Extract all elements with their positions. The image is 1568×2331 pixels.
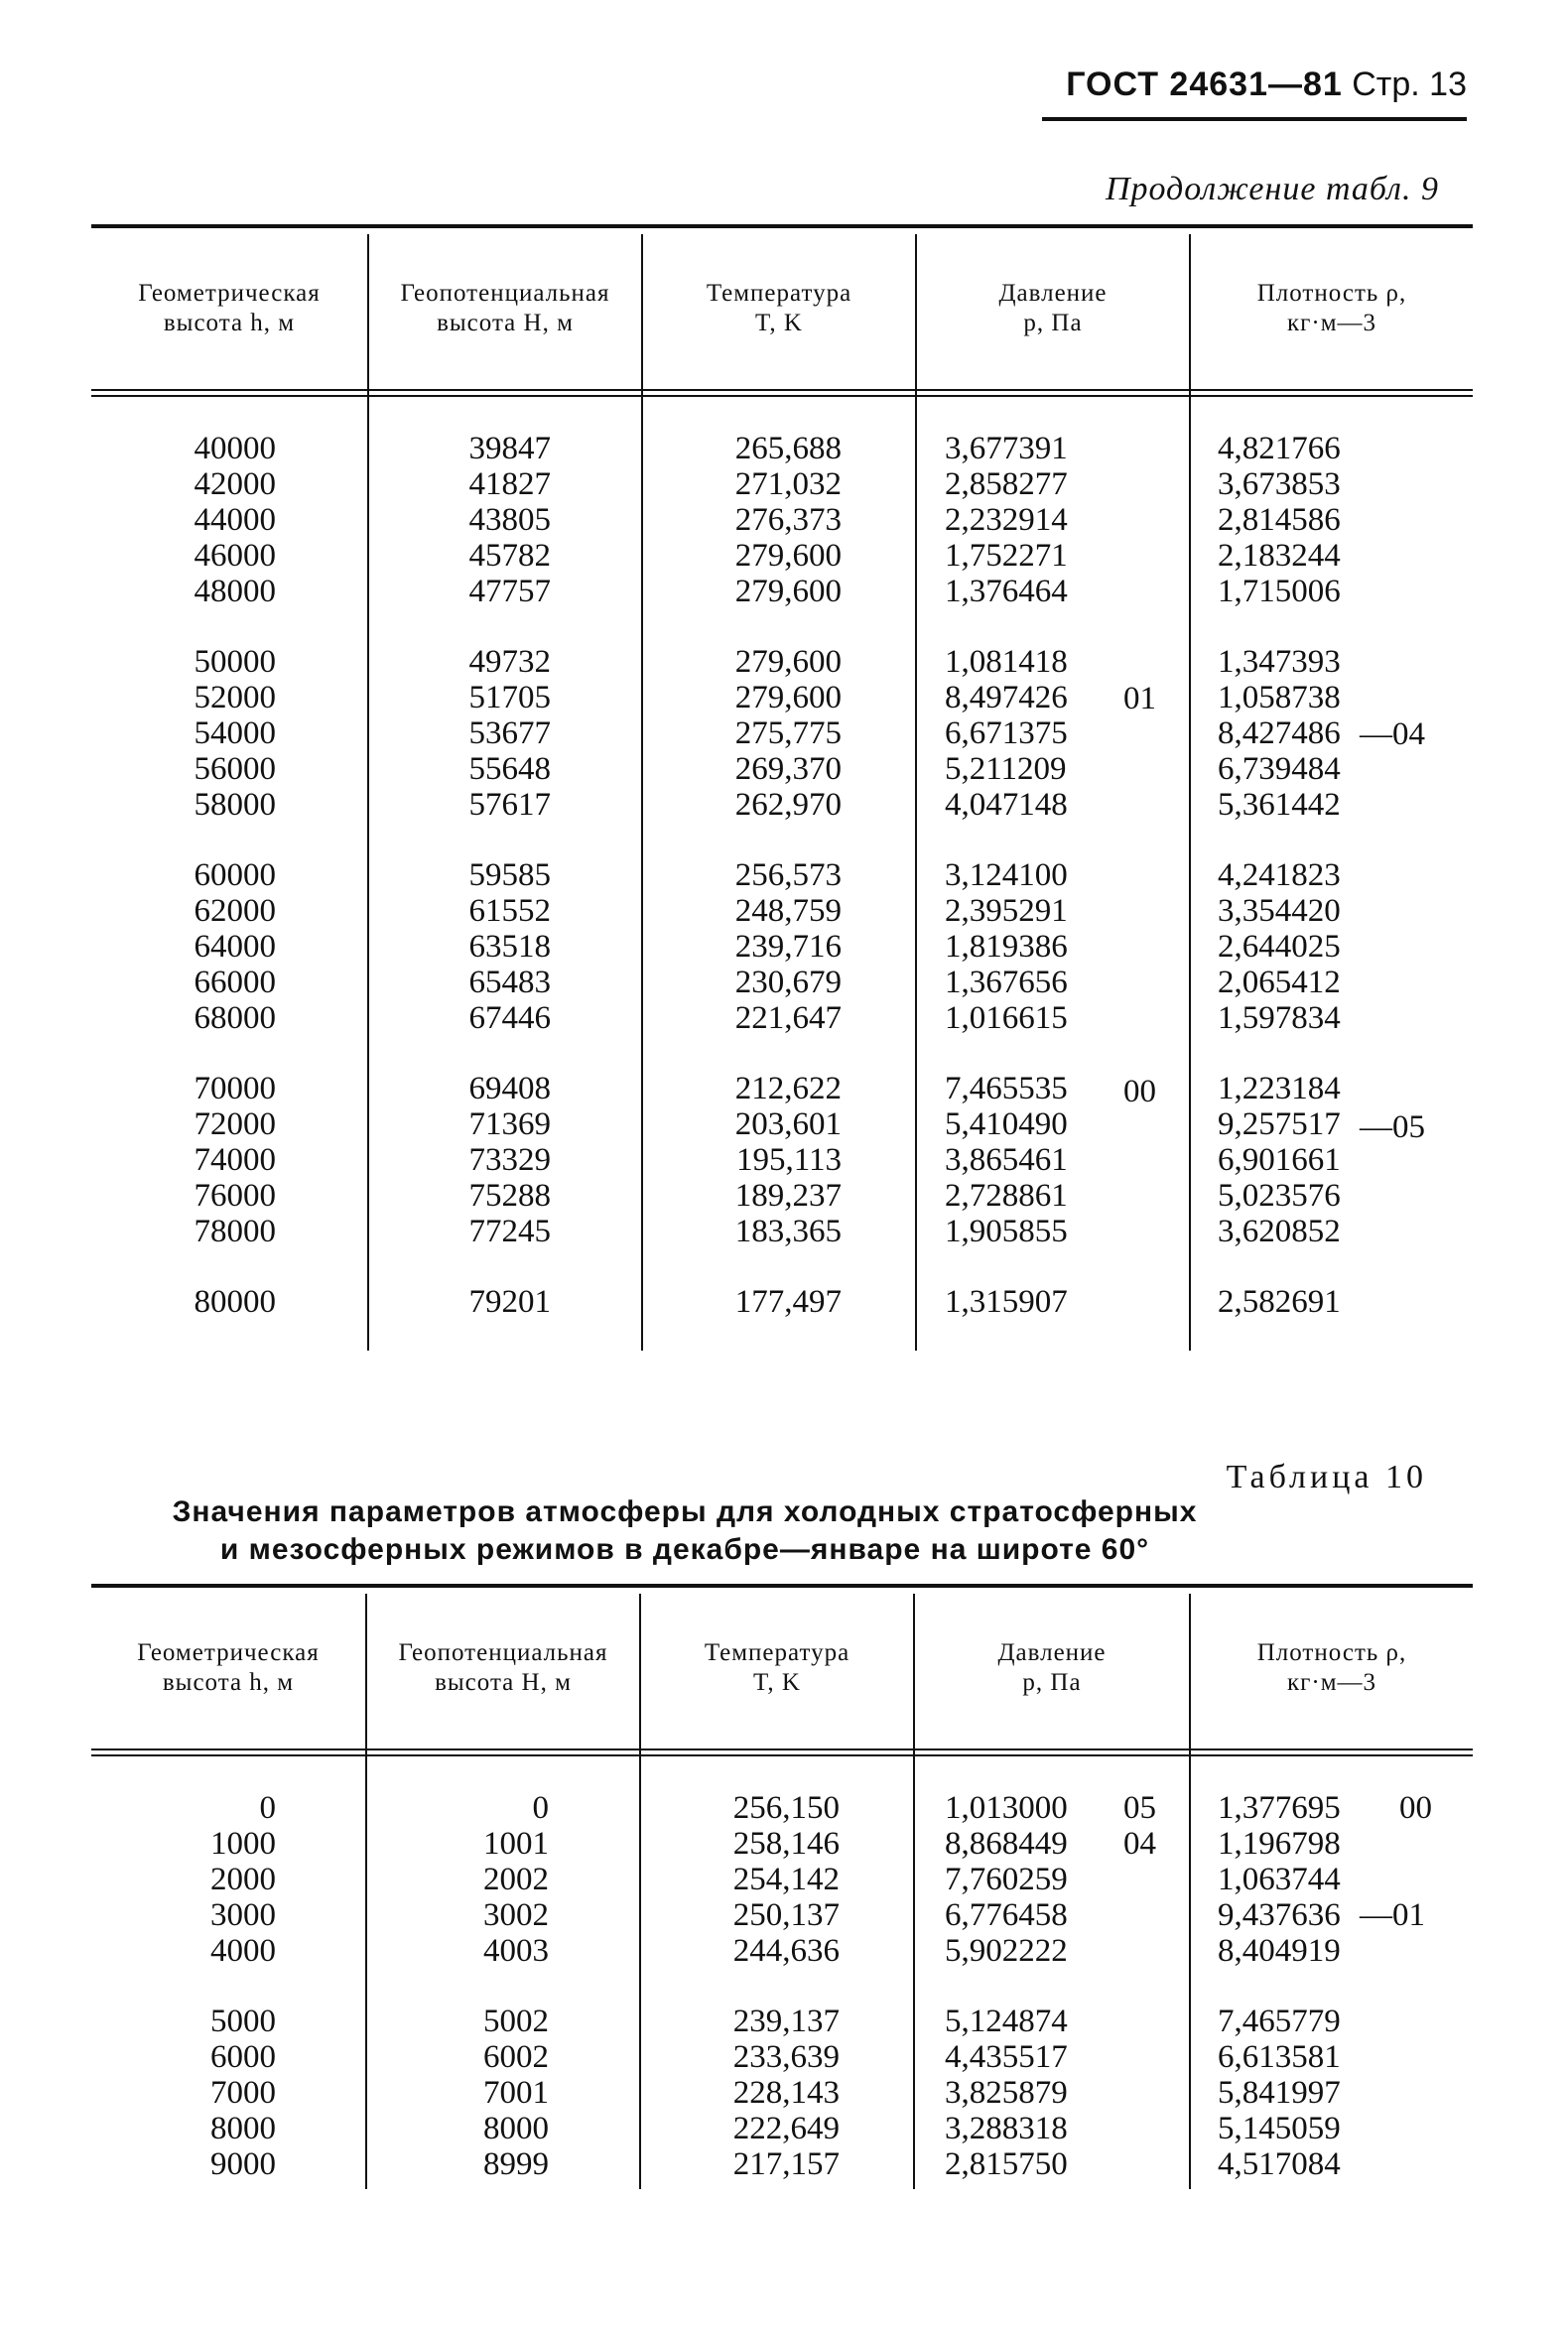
table-cell: 279,600 xyxy=(734,680,842,715)
table-10-label: Таблица 10 xyxy=(1226,1459,1427,1495)
exponent-mark: 00 xyxy=(1399,1790,1432,1826)
table-cell: 59585 xyxy=(468,857,551,893)
table-cell: 8,404919 xyxy=(1218,1933,1341,1969)
table-cell: 6,613581 xyxy=(1218,2039,1341,2075)
table-cell: 51705 xyxy=(468,680,551,715)
column-header-geometric-height: Геометрическая высота h, м xyxy=(138,280,321,336)
table-cell: 40000 xyxy=(194,431,276,466)
table-cell: 8,427486 xyxy=(1218,715,1341,751)
table-cell: 76000 xyxy=(194,1178,276,1214)
table-cell: 41827 xyxy=(468,466,551,502)
group-gap xyxy=(945,1249,1143,1284)
column-header-geopotential-height: Геопотенциальная высота H, м xyxy=(398,1639,608,1696)
table-cell: 1,597834 xyxy=(1218,1000,1341,1036)
table-cell: 8000 xyxy=(483,2111,549,2146)
table-cell: 254,142 xyxy=(732,1862,840,1897)
table-cell: 8,868449 xyxy=(945,1826,1068,1862)
group-gap xyxy=(91,1249,276,1284)
table-cell: 1,367656 xyxy=(945,965,1068,1000)
table-cell: 62000 xyxy=(194,893,276,929)
table-cell: 4,241823 xyxy=(1218,857,1341,893)
table-cell: 5000 xyxy=(210,2004,276,2039)
table-cell: 79201 xyxy=(468,1284,551,1320)
column-geopotential-height xyxy=(369,431,551,1320)
table-cell: 3000 xyxy=(210,1897,276,1933)
table-cell: 48000 xyxy=(194,574,276,609)
header-rule-1 xyxy=(91,389,1473,391)
table-cell: 0 xyxy=(532,1790,549,1826)
table-cell: 217,157 xyxy=(732,2146,840,2182)
table-cell: 3,124100 xyxy=(945,857,1068,893)
table-cell: 228,143 xyxy=(732,2075,840,2111)
table-cell: 3002 xyxy=(483,1897,549,1933)
exponent-mark: —01 xyxy=(1360,1897,1425,1933)
table-cell: 1,016615 xyxy=(945,1000,1068,1036)
group-gap xyxy=(1218,1249,1416,1284)
table-cell: 7000 xyxy=(210,2075,276,2111)
table-cell: 256,150 xyxy=(732,1790,840,1826)
group-gap xyxy=(1218,1969,1416,2004)
table-cell: 1,063744 xyxy=(1218,1862,1341,1897)
group-gap xyxy=(91,1969,276,2004)
table-cell: 269,370 xyxy=(734,751,842,787)
table-cell: 250,137 xyxy=(732,1897,840,1933)
table-cell: 9,257517 xyxy=(1218,1106,1341,1142)
table-cell: 9,437636 xyxy=(1218,1897,1341,1933)
table-cell: 3,288318 xyxy=(945,2111,1068,2146)
table-cell: 80000 xyxy=(194,1284,276,1320)
table-cell: 189,237 xyxy=(734,1178,842,1214)
table-cell: 5,145059 xyxy=(1218,2111,1341,2146)
table-cell: 1,347393 xyxy=(1218,644,1341,680)
table-cell: 44000 xyxy=(194,502,276,538)
table-cell: 7001 xyxy=(483,2075,549,2111)
table-cell: 4,517084 xyxy=(1218,2146,1341,2182)
column-geopotential-height xyxy=(367,1790,549,2182)
table-cell: 271,032 xyxy=(734,466,842,502)
group-gap xyxy=(91,609,276,644)
table-cell: 68000 xyxy=(194,1000,276,1036)
table-cell: 5,841997 xyxy=(1218,2075,1341,2111)
table-cell: 3,354420 xyxy=(1218,893,1341,929)
table-cell: 1,058738 xyxy=(1218,680,1341,715)
table-cell: 7,760259 xyxy=(945,1862,1068,1897)
table-cell: 8999 xyxy=(483,2146,549,2182)
group-gap xyxy=(91,823,276,857)
table-cell: 5,211209 xyxy=(945,751,1067,787)
table-cell: 2000 xyxy=(210,1862,276,1897)
exponent-mark: 04 xyxy=(1123,1826,1156,1862)
table-cell: 46000 xyxy=(194,538,276,574)
column-header-density: Плотность ρ, кг·м—3 xyxy=(1256,280,1407,336)
table-cell: 77245 xyxy=(468,1214,551,1249)
table-cell: 275,775 xyxy=(734,715,842,751)
table-cell: 265,688 xyxy=(734,431,842,466)
group-gap xyxy=(369,609,551,644)
table-cell: 2,065412 xyxy=(1218,965,1341,1000)
table-cell: 47757 xyxy=(468,574,551,609)
table-cell: 3,673853 xyxy=(1218,466,1341,502)
page-header xyxy=(1042,65,1467,104)
group-gap xyxy=(945,823,1143,857)
table-cell: 70000 xyxy=(194,1071,276,1106)
column-pressure xyxy=(945,431,1143,1320)
table-cell: 5,902222 xyxy=(945,1933,1068,1969)
table-cell: 4000 xyxy=(210,1933,276,1969)
header-rule-2 xyxy=(91,1754,1473,1756)
table-cell: 5002 xyxy=(483,2004,549,2039)
table-cell: 183,365 xyxy=(734,1214,842,1249)
table-cell: 6,671375 xyxy=(945,715,1068,751)
table-cell: 195,113 xyxy=(735,1142,842,1178)
table-cell: 248,759 xyxy=(734,893,842,929)
table-cell: 2,183244 xyxy=(1218,538,1341,574)
column-geometric-height xyxy=(91,1790,276,2182)
table-cell: 1,196798 xyxy=(1218,1826,1341,1862)
table-cell: 8000 xyxy=(210,2111,276,2146)
table-9 xyxy=(91,224,1473,1356)
table-cell: 9000 xyxy=(210,2146,276,2182)
table-cell: 1,315907 xyxy=(945,1284,1068,1320)
table-cell: 2,644025 xyxy=(1218,929,1341,965)
table-cell: 67446 xyxy=(468,1000,551,1036)
group-gap xyxy=(367,1969,549,2004)
table-cell: 1,715006 xyxy=(1218,574,1341,609)
table-cell: 57617 xyxy=(468,787,551,823)
table-cell: 60000 xyxy=(194,857,276,893)
table-cell: 71369 xyxy=(468,1106,551,1142)
exponent-mark: —05 xyxy=(1360,1109,1425,1145)
table-cell: 239,716 xyxy=(734,929,842,965)
column-density xyxy=(1218,1790,1416,2182)
table-cell: 177,497 xyxy=(734,1284,842,1320)
group-gap xyxy=(369,1036,551,1071)
table-cell: 222,649 xyxy=(732,2111,840,2146)
table-cell: 1001 xyxy=(483,1826,549,1862)
table-cell: 5,124874 xyxy=(945,2004,1068,2039)
table-cell: 2,815750 xyxy=(945,2146,1068,2182)
column-header-geometric-height: Геометрическая высота h, м xyxy=(137,1639,320,1696)
table-cell: 203,601 xyxy=(734,1106,842,1142)
table-cell: 6000 xyxy=(210,2039,276,2075)
table-cell: 65483 xyxy=(468,965,551,1000)
table-cell: 2,814586 xyxy=(1218,502,1341,538)
table-cell: 6002 xyxy=(483,2039,549,2075)
table-cell: 239,137 xyxy=(732,2004,840,2039)
table-cell: 53677 xyxy=(468,715,551,751)
group-gap xyxy=(1218,609,1416,644)
group-gap xyxy=(643,823,842,857)
table-cell: 4,435517 xyxy=(945,2039,1068,2075)
table-cell: 6,739484 xyxy=(1218,751,1341,787)
table-cell: 6,776458 xyxy=(945,1897,1068,1933)
column-header-density: Плотность ρ, кг·м—3 xyxy=(1256,1639,1407,1696)
table-cell: 2,858277 xyxy=(945,466,1068,502)
column-density xyxy=(1218,431,1416,1320)
column-divider xyxy=(915,234,917,1351)
column-temperature xyxy=(643,431,842,1320)
table-cell: 55648 xyxy=(468,751,551,787)
table-cell: 221,647 xyxy=(734,1000,842,1036)
table-cell: 6,901661 xyxy=(1218,1142,1341,1178)
table-cell: 56000 xyxy=(194,751,276,787)
table-cell: 233,639 xyxy=(732,2039,840,2075)
table-cell: 75288 xyxy=(468,1178,551,1214)
group-gap xyxy=(369,823,551,857)
table-cell: 276,373 xyxy=(734,502,842,538)
table-cell: 61552 xyxy=(468,893,551,929)
group-gap xyxy=(643,1036,842,1071)
table-cell: 74000 xyxy=(194,1142,276,1178)
exponent-mark: 00 xyxy=(1123,1074,1156,1109)
table-cell: 5,023576 xyxy=(1218,1178,1341,1214)
table-cell: 1,819386 xyxy=(945,929,1068,965)
group-gap xyxy=(1218,1036,1416,1071)
column-temperature xyxy=(641,1790,840,2182)
table-cell: 5,361442 xyxy=(1218,787,1341,823)
header-rule xyxy=(1042,117,1467,121)
table-10-title: Значения параметров атмосферы для холодных стратосферных и мезосферных режимов в декабре—январе на широте 60° xyxy=(172,1495,1198,1566)
table-cell: 1,013000 xyxy=(945,1790,1068,1826)
table-cell: 244,636 xyxy=(732,1933,840,1969)
table-cell: 45782 xyxy=(468,538,551,574)
table-cell: 58000 xyxy=(194,787,276,823)
exponent-mark: 05 xyxy=(1123,1790,1156,1826)
table-cell: 73329 xyxy=(468,1142,551,1178)
group-gap xyxy=(945,1036,1143,1071)
table-cell: 7,465779 xyxy=(1218,2004,1341,2039)
column-header-geopotential-height: Геопотенциальная высота H, м xyxy=(400,280,610,336)
table-cell: 72000 xyxy=(194,1106,276,1142)
table-cell: 66000 xyxy=(194,965,276,1000)
table-cell: 43805 xyxy=(468,502,551,538)
table-cell: 1,905855 xyxy=(945,1214,1068,1249)
table-cell: 262,970 xyxy=(734,787,842,823)
table-cell: 52000 xyxy=(194,680,276,715)
table-cell: 3,620852 xyxy=(1218,1214,1341,1249)
table-cell: 54000 xyxy=(194,715,276,751)
column-header-pressure: Давление p, Па xyxy=(998,280,1108,336)
table-cell: 0 xyxy=(259,1790,276,1826)
group-gap xyxy=(945,609,1143,644)
header-rule-2 xyxy=(91,395,1473,397)
table-cell: 4003 xyxy=(483,1933,549,1969)
table-cell: 1,081418 xyxy=(945,644,1068,680)
table-cell: 3,865461 xyxy=(945,1142,1068,1178)
table-cell: 69408 xyxy=(468,1071,551,1106)
header-rule-1 xyxy=(91,1748,1473,1750)
table-cell: 5,410490 xyxy=(945,1106,1068,1142)
table-cell: 1,223184 xyxy=(1218,1071,1341,1106)
table-cell: 2002 xyxy=(483,1862,549,1897)
table-cell: 279,600 xyxy=(734,574,842,609)
table-cell: 2,582691 xyxy=(1218,1284,1341,1320)
column-header-temperature: Температура T, K xyxy=(706,280,852,336)
group-gap xyxy=(643,609,842,644)
table-cell: 1,752271 xyxy=(945,538,1068,574)
table-cell: 78000 xyxy=(194,1214,276,1249)
table-cell: 230,679 xyxy=(734,965,842,1000)
exponent-mark: 01 xyxy=(1123,681,1156,716)
exponent-mark: —04 xyxy=(1360,716,1425,752)
table-cell: 1,377695 xyxy=(1218,1790,1341,1826)
table-cell: 258,146 xyxy=(732,1826,840,1862)
table-cell: 4,047148 xyxy=(945,787,1068,823)
table-cell: 39847 xyxy=(468,431,551,466)
table-cell: 256,573 xyxy=(734,857,842,893)
table-cell: 7,465535 xyxy=(945,1071,1068,1106)
table-cell: 1,376464 xyxy=(945,574,1068,609)
table-cell: 50000 xyxy=(194,644,276,680)
table-cell: 64000 xyxy=(194,929,276,965)
page-number: Стр. 13 xyxy=(1352,65,1467,103)
table-10 xyxy=(91,1584,1473,2199)
column-header-pressure: Давление p, Па xyxy=(997,1639,1107,1696)
table-cell: 2,232914 xyxy=(945,502,1068,538)
group-gap xyxy=(369,1249,551,1284)
table-cell: 279,600 xyxy=(734,644,842,680)
table-top-rule xyxy=(91,1584,1473,1588)
table-cell: 3,677391 xyxy=(945,431,1068,466)
group-gap xyxy=(91,1036,276,1071)
table-cell: 49732 xyxy=(468,644,551,680)
table-cell: 8,497426 xyxy=(945,680,1068,715)
table-cell: 279,600 xyxy=(734,538,842,574)
continuation-caption: Продолжение табл. 9 xyxy=(1105,171,1439,207)
column-divider xyxy=(1189,234,1191,1351)
table-top-rule xyxy=(91,224,1473,228)
standard-number: ГОСТ 24631—81 xyxy=(1066,65,1343,103)
table-cell: 2,395291 xyxy=(945,893,1068,929)
table-cell: 42000 xyxy=(194,466,276,502)
column-pressure xyxy=(945,1790,1143,2182)
group-gap xyxy=(643,1249,842,1284)
group-gap xyxy=(1218,823,1416,857)
column-header-temperature: Температура T, K xyxy=(704,1639,850,1696)
table-cell: 2,728861 xyxy=(945,1178,1068,1214)
table-cell: 1000 xyxy=(210,1826,276,1862)
column-geometric-height xyxy=(91,431,276,1320)
group-gap xyxy=(641,1969,840,2004)
table-cell: 4,821766 xyxy=(1218,431,1341,466)
table-cell: 212,622 xyxy=(734,1071,842,1106)
table-cell: 3,825879 xyxy=(945,2075,1068,2111)
group-gap xyxy=(945,1969,1143,2004)
table-cell: 63518 xyxy=(468,929,551,965)
